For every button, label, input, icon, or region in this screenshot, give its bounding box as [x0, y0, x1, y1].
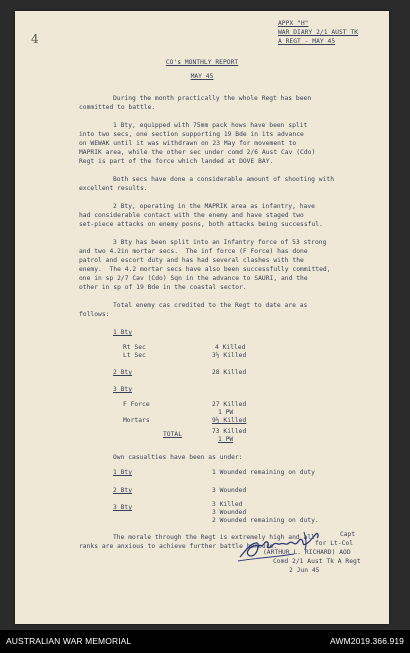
signature-date: 2 Jun 45 [289, 567, 320, 574]
paragraph-line: patrol and escort duty and has had several clashes with the [79, 257, 304, 264]
paragraph-line: MAPRIK area, while the other sec under comd 2/6 Aust Cav (Cdo) [79, 149, 316, 156]
paragraph-line: Both secs have done a considerable amount of shooting with [113, 176, 335, 183]
signature-rank: Capt [340, 531, 356, 538]
paragraph-line: 3 Bty has been split into an Infantry force of 53 strong [113, 239, 327, 246]
enemy-cas-lt-sec: Lt Sec [123, 352, 146, 359]
enemy-cas-bty2: 2 Bty [113, 369, 133, 376]
regt-label: A REGT - MAY 45 [278, 38, 336, 45]
paragraph-line: Total enemy cas credited to the Regt to date are as [113, 302, 308, 309]
document-date: MAY 45 [190, 73, 214, 80]
paragraph-line: set-piece attacks on enemy posns, both attacks being successful. [79, 221, 323, 228]
paragraph-line: excellent results. [79, 185, 148, 192]
paragraph-line: 2 Bty, operating in the MAPRIK area as infantry, have [113, 203, 315, 210]
enemy-cas-mortars: Mortars [123, 417, 150, 424]
closing-line: ranks are anxious to achieve further battle honours. [79, 543, 278, 550]
paragraph-line: other in sp of 19 Bde in the coastal sector. [79, 284, 247, 291]
footer-bar [0, 630, 410, 653]
enemy-cas-bty3: 3 Bty [113, 386, 133, 393]
paragraph-line: and two 4.2in mortar secs. The inf force (F Force) has done [79, 248, 308, 255]
own-cas-bty2: 2 Bty [113, 487, 133, 494]
signature-unit: Comd 2/1 Aust Tk A Regt [273, 558, 361, 565]
signature-for: for Lt-Col [315, 540, 354, 547]
enemy-cas-total-pw: 1 PW [218, 436, 234, 443]
own-cas-bty3-wounded: 3 Wounded [212, 509, 247, 516]
own-cas-bty3: 3 Bty [113, 504, 133, 511]
document-title: CO's MONTHLY REPORT [165, 59, 239, 66]
paragraph-line: Regt is part of the force which landed at DOVE BAY. [79, 158, 274, 165]
enemy-cas-rt-sec-value: 4 Killed [215, 344, 246, 351]
enemy-cas-f-force-killed: 27 Killed [212, 401, 247, 408]
document-page [15, 11, 389, 624]
own-cas-bty2-value: 3 Wounded [212, 487, 247, 494]
paragraph-line: one in sp 2/7 Cav (Cdo) Sqn in the advance to SAURI, and the [79, 275, 308, 282]
enemy-cas-lt-sec-value: 3½ Killed [212, 352, 247, 359]
footer-accession-number: AWM2019.366.919 [330, 636, 404, 646]
paragraph-line: follows: [79, 311, 110, 318]
enemy-cas-bty1: 1 Bty [113, 329, 133, 336]
war-diary-label: WAR DIARY 2/1 AUST TK [278, 29, 359, 36]
paragraph-line: into two secs, one section supporting 19 Bde in its advance [79, 131, 304, 138]
enemy-cas-rt-sec: Rt Sec [123, 344, 146, 351]
enemy-cas-f-force-pw: 1 PW [218, 409, 234, 416]
paragraph-line: had considerable contact with the enemy and have staged two [79, 212, 304, 219]
handwritten-corner-mark: 4 [31, 32, 39, 46]
own-cas-bty1-value: 1 Wounded remaining on duty [212, 469, 315, 476]
own-cas-bty3-wounded-on-duty: 2 Wounded remaining on duty. [212, 517, 319, 524]
signature-name: (ARTHUR L. RICHARD) AOD [263, 549, 351, 556]
own-cas-intro: Own casualties have been as under: [113, 454, 243, 461]
enemy-cas-total: TOTAL [163, 431, 183, 438]
paragraph-line: enemy. The 4.2 mortar secs have also been successfully committed, [79, 266, 331, 273]
paragraph-line: committed to battle. [79, 104, 156, 111]
own-cas-bty1: 1 Bty [113, 469, 133, 476]
enemy-cas-total-killed: 73 Killed [212, 428, 247, 435]
own-cas-bty3-killed: 3 Killed [212, 501, 243, 508]
paragraph-line: 1 Bty, equipped with 75mm pack hows have been split [113, 122, 308, 129]
closing-line: The morale through the Regt is extremely high and all [113, 534, 315, 541]
enemy-cas-mortars-value: 9½ Killed [212, 417, 247, 424]
enemy-cas-bty2-value: 28 Killed [212, 369, 247, 376]
footer-institution: AUSTRALIAN WAR MEMORIAL [6, 636, 132, 646]
appendix-label: APPX "H" [278, 20, 309, 27]
paragraph-line: on WEWAK until it was withdrawn on 23 May for movement to [79, 140, 297, 147]
paragraph-line: During the month practically the whole Regt has been [113, 95, 312, 102]
enemy-cas-f-force: F Force [123, 401, 150, 408]
